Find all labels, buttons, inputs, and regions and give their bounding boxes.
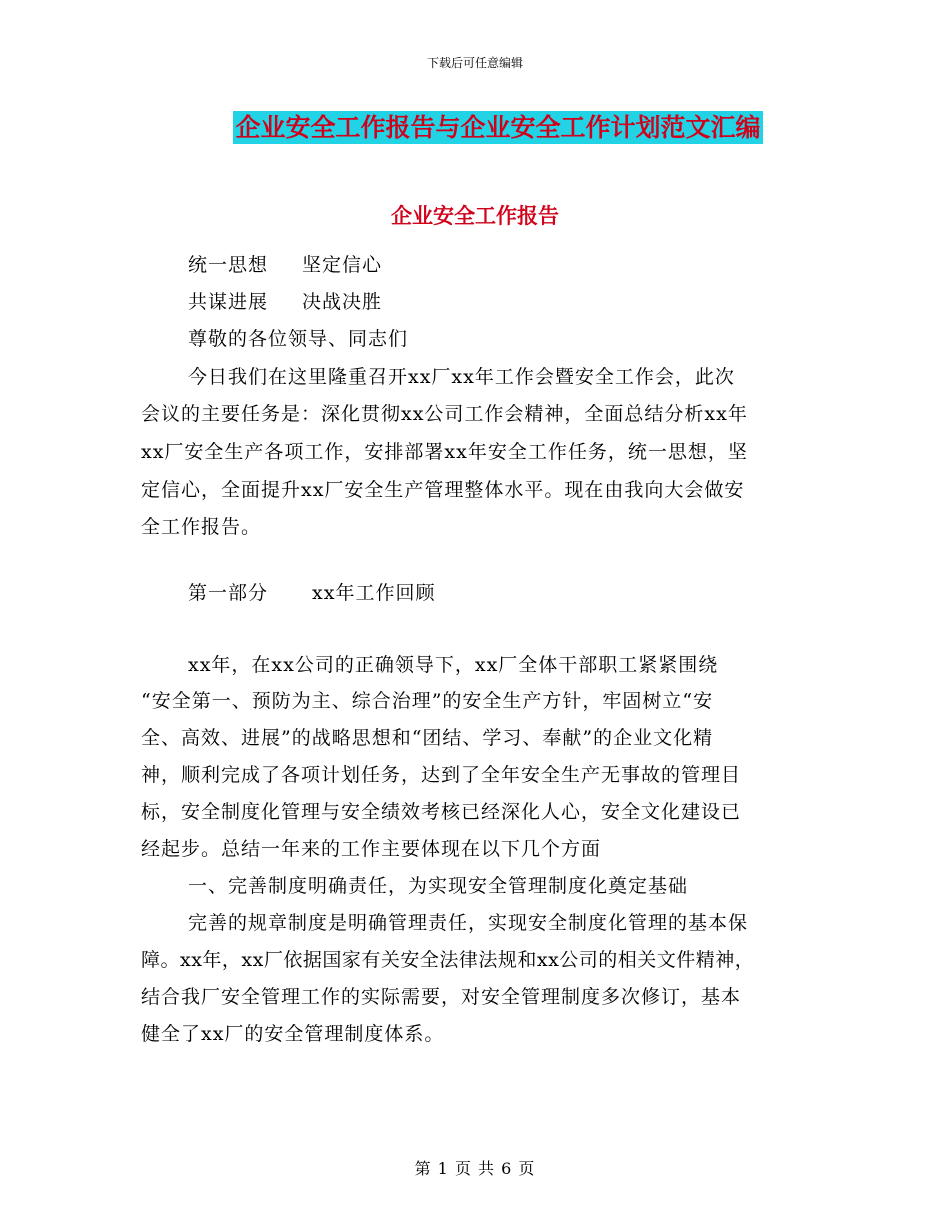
review-line-1: xx年，在xx公司的正确领导下，xx厂全体干部职工紧紧围绕 xyxy=(188,654,719,676)
document-title-text: 企业安全工作报告与企业安全工作计划范文汇编 xyxy=(235,113,761,142)
section-heading: 一、完善制度明确责任，为实现安全管理制度化奠定基础 xyxy=(188,875,689,897)
review-line-5: 标，安全制度化管理与安全绩效考核已经深化人心，安全文化建设已 xyxy=(141,801,742,823)
page-footer: 第 1 页 共 6 页 xyxy=(414,1159,536,1178)
review-line-3: 全、高效、进展”的战略思想和“团结、学习、奉献”的企业文化精 xyxy=(141,727,714,749)
slogan-line-2 xyxy=(188,289,382,315)
part-title: xx年工作回顾 xyxy=(312,582,436,604)
slogan-2b: 决战决胜 xyxy=(302,291,383,313)
section-title: 企业安全工作报告 xyxy=(391,203,559,228)
section-body-line-2: 障。xx年，xx厂依据国家有关安全法律法规和xx公司的相关文件精神， xyxy=(141,949,755,971)
intro-line-5: 全工作报告。 xyxy=(141,516,262,538)
section-body-line-1: 完善的规章制度是明确管理责任，实现安全制度化管理的基本保 xyxy=(188,912,749,934)
review-line-4: 神，顺利完成了各项计划任务，达到了全年安全生产无事故的管理目 xyxy=(141,764,742,786)
part-heading xyxy=(188,580,435,606)
intro-line-4: 定信心，全面提升xx厂安全生产管理整体水平。现在由我向大会做安 xyxy=(141,479,745,501)
section-body-line-3: 结合我厂安全管理工作的实际需要，对安全管理制度多次修订，基本 xyxy=(141,986,742,1008)
intro-line-3: xx厂安全生产各项工作，安排部署xx年安全工作任务，统一思想，坚 xyxy=(141,441,748,463)
intro-line-2: 会议的主要任务是：深化贯彻xx公司工作会精神，全面总结分析xx年 xyxy=(141,403,748,425)
greeting: 尊敬的各位领导、同志们 xyxy=(188,328,409,350)
slogan-1b: 坚定信心 xyxy=(302,254,383,276)
slogan-line-1 xyxy=(188,252,382,278)
slogan-1a: 统一思想 xyxy=(188,254,269,276)
review-line-6: 经起步。总结一年来的工作主要体现在以下几个方面 xyxy=(141,838,602,860)
page-header: 下载后可任意编辑 xyxy=(426,56,523,70)
review-line-2: “安全第一、预防为主、综合治理”的安全生产方针，牢固树立“安 xyxy=(141,690,714,712)
intro-line-1: 今日我们在这里隆重召开xx厂xx年工作会暨安全工作会，此次 xyxy=(188,366,735,388)
document-title xyxy=(218,110,778,146)
part-label: 第一部分 xyxy=(188,582,269,604)
section-body-line-4: 健全了xx厂的安全管理制度体系。 xyxy=(141,1023,445,1045)
slogan-2a: 共谋进展 xyxy=(188,291,269,313)
